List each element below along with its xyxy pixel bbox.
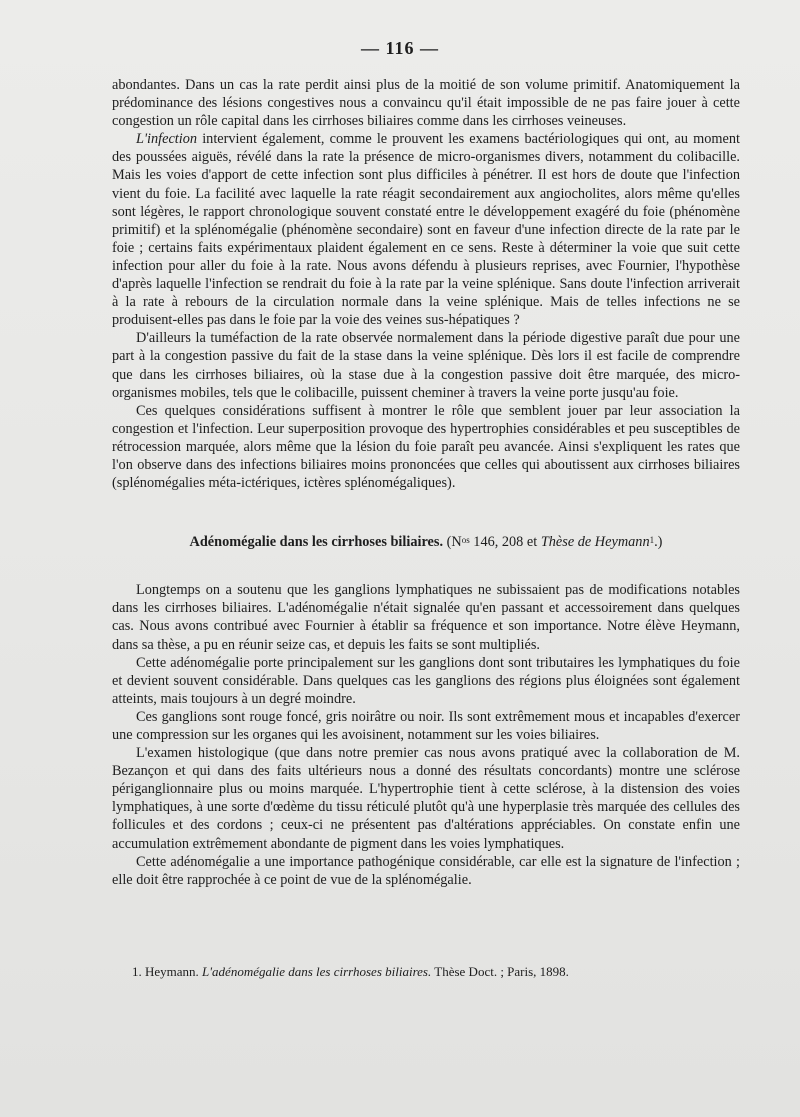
heading-ref-mid: 146, 208 et [469, 534, 541, 551]
paragraph: Cette adénomégalie porte principalement sur les ganglions dont sont tributaires les lymphatiques du foie et devient souvent considérable. Dans quelques cas les ganglions des régions plus éloignées sont également atteints, mais toujours à un degré moindre. [112, 654, 740, 707]
footnote-title: L'adénomégalie dans les cirrhoses biliaires. [202, 964, 432, 979]
footnote-rest: Thèse Doct. ; Paris, 1898. [431, 964, 569, 979]
footnote [132, 963, 742, 980]
paragraph-text: intervient également, comme le prouvent les examens bactériologiques qui ont, au moment des poussées aiguës, révélé dans la rate la présence de micro-organismes divers, notamment du colibacille. Mais les voies d'apport de cette infection sont plus difficiles à pénétrer. Il est hors de doute que l'infection vient du foie. La facilité avec laquelle la rate réagit secondairement aux angiocholites, alors même qu'elles sont légères, le rapport chronologique souvent constaté entre le développement exagéré du foie (phénomène primitif) et la splénomégalie (phénomène secondaire) sont en faveur d'une infection directe de la rate par le foie ; certains faits expérimentaux plaident également en ce sens. Reste à déterminer la voie que suit cette infection pour aller du foie à la rate. Nous avons défendu à plusieurs reprises, avec Fournier, l'hypothèse d'après laquelle l'infection se rendrait du foie à la rate par la veine splénique. Sans doute l'infection arriverait à la rate à rebours de la circulation normale dans la veine splénique. Mais de telles infections ne se produisent-elles pas dans le foie par la voie des veines sus-hépatiques ? [112, 131, 740, 329]
footnote-number: 1. [132, 964, 142, 979]
section-title: Adénomégalie dans les cirrhoses biliaires. [189, 534, 444, 551]
page-number: — 116 — [360, 38, 439, 58]
paragraph: Longtemps on a soutenu que les ganglions lymphatiques ne subissaient pas de modifications notables dans les cirrhoses biliaires. L'adénomégalie n'était signalée qu'en passant et accessoirement dans quelques cas. Nous avons contribué avec Fournier à établir sa fréquence et son importance. Notre élève Heymann, dans sa thèse, a pu en réunir seize cas, et depuis les faits se sont multipliés. [112, 582, 740, 653]
paragraph: abondantes. Dans un cas la rate perdit ainsi plus de la moitié de son volume primitif. Anatomiquement la prédominance des lésions congestives nous a convaincu qu'il était impossible de ne pas faire jouer à cette congestion un rôle capital dans les cirrhoses biliaires comme dans les cirrhoses veineuses. [112, 77, 740, 130]
section-heading [112, 533, 740, 551]
paragraph: L'examen histologique (que dans notre premier cas nous avons pratiqué avec la collaboration de M. Bezançon et qui dans des faits ultérieurs nous a donné des résultats concordants) montre une sclérose périganglionnaire plus ou moins marquée. L'hypertrophie tient à cette sclérose, à la distension des voies lymphatiques, à une sorte d'œdème du tissu réticulé plutôt qu'à une hyperplasie très marquée des cellules des follicules et des cordons ; ceux-ci ne présentent pas d'altérations appréciables. On constate enfin une accumulation extrêmement abondante de pigment dans les voies lymphatiques. [112, 745, 740, 852]
footnote-marker: 1 [649, 535, 655, 546]
footnote-author: Heymann. [141, 964, 203, 979]
paragraph: D'ailleurs la tuméfaction de la rate observée normalement dans la période digestive paraît due pour une part à la congestion passive du fait de la stase dans la veine splénique. Dès lors il est facile de comprendre que dans les cirrhoses biliaires, où la stase due à la congestion passive doit être marquée, des micro-organismes mobiles, tels que le colibacille, puissent cheminer à travers la veine porte jusqu'au foie. [112, 330, 740, 401]
heading-ref-italic: Thèse de Heymann [540, 534, 650, 551]
italic-lead: L'infection [136, 131, 198, 148]
paragraph: Ces ganglions sont rouge foncé, gris noirâtre ou noir. Ils sont extrêmement mous et incapables d'exercer une compression sur les organes qui les avoisinent, notamment sur les voies biliaires. [112, 708, 740, 743]
paragraph: Cette adénomégalie a une importance pathogénique considérable, car elle est la signature de l'infection ; elle doit être rapprochée à ce point de vue de la splénomégalie. [112, 853, 740, 888]
body-text [112, 76, 740, 889]
heading-ref-sup: os [461, 535, 470, 546]
heading-ref-close: .) [654, 534, 663, 551]
heading-ref-open: (N [443, 534, 462, 551]
paragraph: Ces quelques considérations suffisent à montrer le rôle que semblent jouer par leur association la congestion et l'infection. Leur superposition provoque des hypertrophies considérables et peu susceptibles de rétrocession marquée, alors même que la lésion du foie paraît peu avancée. Ainsi s'expliquent les rates que l'on observe dans des infections biliaires moins prononcées que celles qui aboutissent aux cirrhoses biliaires (splénomégalies méta-ictériques, ictères splénomégaliques). [112, 402, 740, 492]
paragraph [112, 130, 740, 329]
